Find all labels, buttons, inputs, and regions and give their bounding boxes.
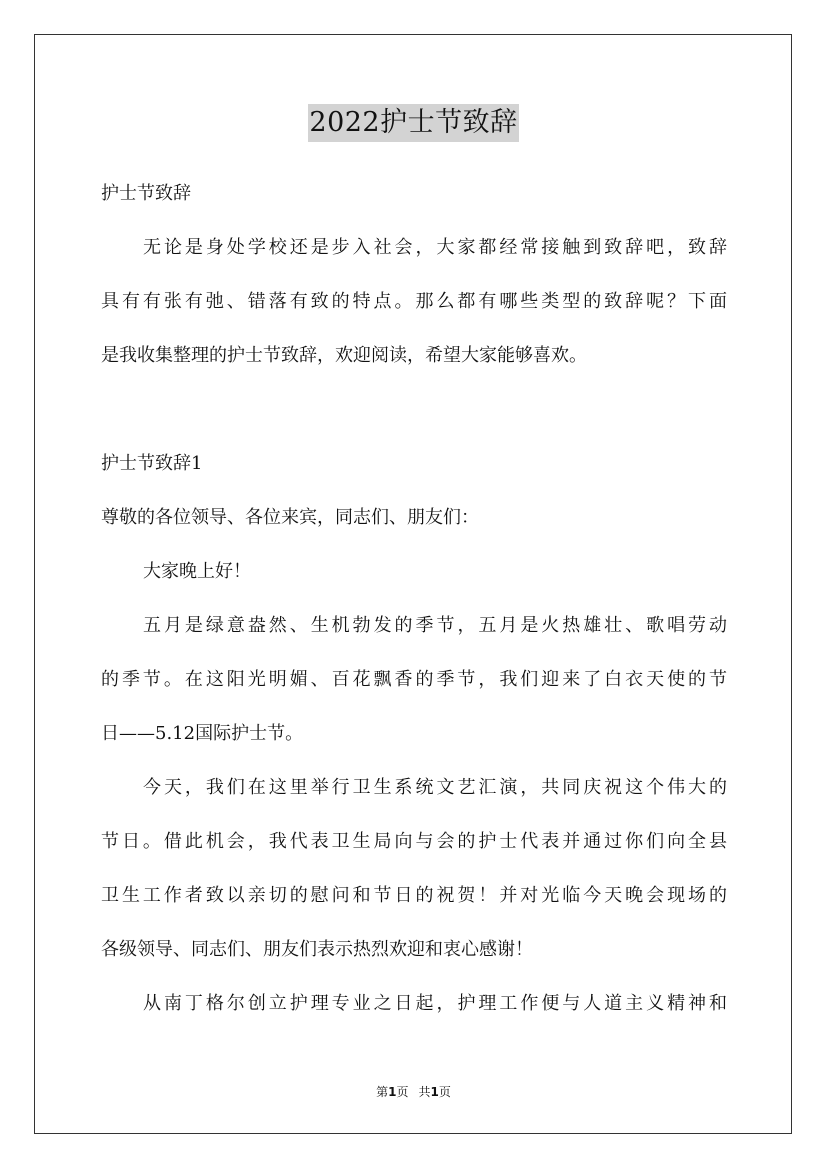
page-suffix: 页 <box>396 1085 409 1099</box>
text-line: 尊敬的各位领导、各位来宾，同志们、朋友们： <box>101 507 479 528</box>
text-line: 日——5.12国际护士节。 <box>101 723 304 744</box>
total-pages: 1 <box>430 1085 439 1099</box>
text-line: 从南丁格尔创立护理专业之日起，护理工作便与人道主义精神和 <box>143 993 727 1014</box>
text-line: 节日。借此机会，我代表卫生局向与会的护士代表并通过你们向全县 <box>101 831 727 852</box>
text-line: 是我收集整理的护士节致辞，欢迎阅读，希望大家能够喜欢。 <box>101 345 587 366</box>
text-line: 大家晚上好！ <box>143 561 251 582</box>
page-number: 1 <box>388 1085 397 1099</box>
text-line: 具有有张有弛、错落有致的特点。那么都有哪些类型的致辞呢？下面 <box>101 291 727 312</box>
text-line: 五月是绿意盎然、生机勃发的季节，五月是火热雄壮、歌唱劳动 <box>143 615 727 636</box>
text-line: 护士节致辞 <box>101 183 191 204</box>
title-container <box>0 104 827 142</box>
text-line: 今天，我们在这里举行卫生系统文艺汇演，共同庆祝这个伟大的 <box>143 777 727 798</box>
total-prefix: 共 <box>418 1085 431 1099</box>
document-body <box>101 172 727 1036</box>
text-line: 的季节。在这阳光明媚、百花飘香的季节，我们迎来了白衣天使的节 <box>101 669 727 690</box>
page-prefix: 第 <box>376 1085 389 1099</box>
text-line: 无论是身处学校还是步入社会，大家都经常接触到致辞吧，致辞 <box>143 237 727 258</box>
text-line: 护士节致辞1 <box>101 453 203 474</box>
page-footer <box>0 1083 827 1100</box>
text-line: 卫生工作者致以亲切的慰问和节日的祝贺！并对光临今天晚会现场的 <box>101 885 727 906</box>
blank-line <box>101 388 727 442</box>
text-line: 各级领导、同志们、朋友们表示热烈欢迎和衷心感谢！ <box>101 939 533 960</box>
document-title: 2022护士节致辞 <box>308 104 518 142</box>
total-suffix: 页 <box>438 1085 451 1099</box>
